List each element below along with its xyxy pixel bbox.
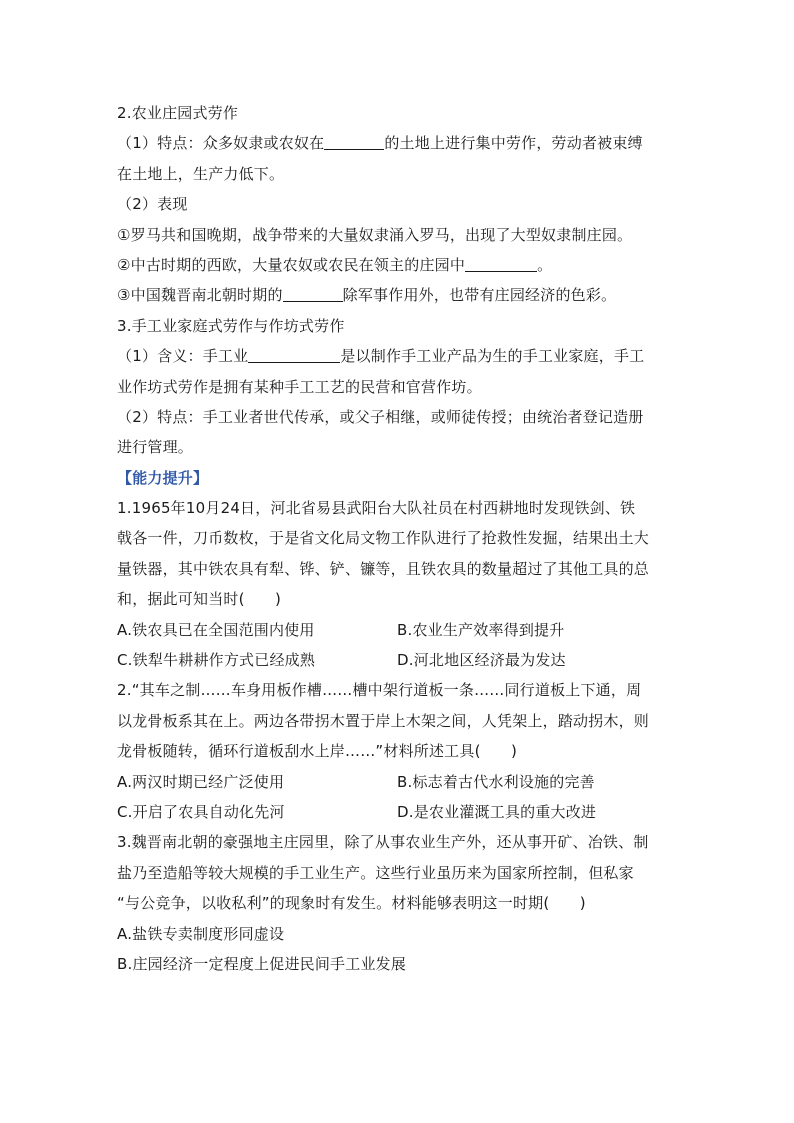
section-2-manifestation-label: （2）表现 — [117, 195, 188, 214]
section-2-feature-line-2: 在土地上，生产力低下。 — [117, 164, 285, 183]
section-3-feature-line-2: 进行管理。 — [117, 438, 194, 457]
section-3-feature-line-1: （2）特点：手工业者世代传承，或父子相继，或师徒传授；由统治者登记造册 — [117, 407, 644, 426]
question-1-options-row-2 — [117, 645, 677, 675]
section-2-item-2: ②中古时期的西欧，大量农奴或农民在领主的庄园中 。 — [117, 255, 553, 274]
question-3-line-3: “与公竞争，以收私利”的现象时有发生。材料能够表明这一时期( ) — [117, 894, 586, 913]
question-2-option-a[interactable]: A.两汉时期已经广泛使用 — [117, 772, 285, 791]
question-1-option-c[interactable]: C.铁犁牛耕耕作方式已经成熟 — [117, 651, 316, 670]
document-page — [117, 98, 677, 979]
question-1-line-3: 量铁器，其中铁农具有犁、铧、铲、镰等，且铁农具的数量超过了其他工具的总 — [117, 559, 650, 578]
question-3-line-2: 盐乃至造船等较大规模的手工业生产。这些行业虽历来为国家所控制，但私家 — [117, 863, 634, 882]
question-2-options-row-1 — [117, 767, 677, 797]
question-2-line-3: 龙骨板随转，循环行道板刮水上岸……”材料所述工具( ) — [117, 742, 518, 761]
question-1-option-d[interactable]: D.河北地区经济最为发达 — [397, 651, 566, 670]
question-1-option-b[interactable]: B.农业生产效率得到提升 — [397, 620, 565, 639]
question-2-line-1: 2.“其车之制……车身用板作槽……槽中架行道板一条……同行道板上下通，周 — [117, 681, 642, 700]
section-3-meaning-line-2: 业作坊式劳作是拥有某种手工工艺的民营和官营作坊。 — [117, 377, 482, 396]
question-1-line-4: 和，据此可知当时( ) — [117, 590, 282, 609]
question-1-options-row-1 — [117, 615, 677, 645]
question-2-option-c[interactable]: C.开启了农具自动化先河 — [117, 802, 285, 821]
question-3-option-b[interactable]: B.庄园经济一定程度上促进民间手工业发展 — [117, 954, 407, 973]
question-1-line-1: 1.1965年10月24日，河北省易县武阳台大队社员在村西耕地时发现铁剑、铁 — [117, 499, 636, 518]
section-3-title: 3.手工业家庭式劳作与作坊式劳作 — [117, 316, 345, 335]
answer-blank[interactable] — [465, 255, 537, 272]
question-2-option-d[interactable]: D.是农业灌溉工具的重大改进 — [397, 802, 597, 821]
answer-blank[interactable] — [324, 133, 384, 150]
section-2-item-3: ③中国魏晋南北朝时期的 除军事作用外，也带有庄园经济的色彩。 — [117, 286, 617, 305]
section-3-meaning-line-1: （1）含义：手工业 是以制作手工业产品为生的手工业家庭，手工 — [117, 347, 645, 366]
question-2-options-row-2 — [117, 797, 677, 827]
ability-heading: 【能力提升】 — [117, 468, 209, 487]
question-1-option-a[interactable]: A.铁农具已在全国范围内使用 — [117, 620, 315, 639]
section-2-feature-line-1: （1）特点：众多奴隶或农奴在 的土地上进行集中劳作，劳动者被束缚 — [117, 134, 643, 153]
question-3-line-1: 3.魏晋南北朝的豪强地主庄园里，除了从事农业生产外，还从事开矿、冶铁、制 — [117, 833, 649, 852]
question-1-line-2: 戟各一件，刀币数枚，于是省文化局文物工作队进行了抢救性发掘，结果出土大 — [117, 529, 650, 548]
section-2-item-1: ①罗马共和国晚期，战争带来的大量奴隶涌入罗马，出现了大型奴隶制庄园。 — [117, 225, 633, 244]
answer-blank[interactable] — [283, 285, 343, 302]
section-2-title: 2.农业庄园式劳作 — [117, 104, 239, 122]
question-3-option-a[interactable]: A.盐铁专卖制度形同虚设 — [117, 924, 285, 943]
answer-blank[interactable] — [248, 346, 340, 363]
question-2-line-2: 以龙骨板系其在上。两边各带拐木置于岸上木架之间，人凭架上，踏动拐木，则 — [117, 711, 650, 730]
question-2-option-b[interactable]: B.标志着古代水利设施的完善 — [397, 772, 595, 791]
